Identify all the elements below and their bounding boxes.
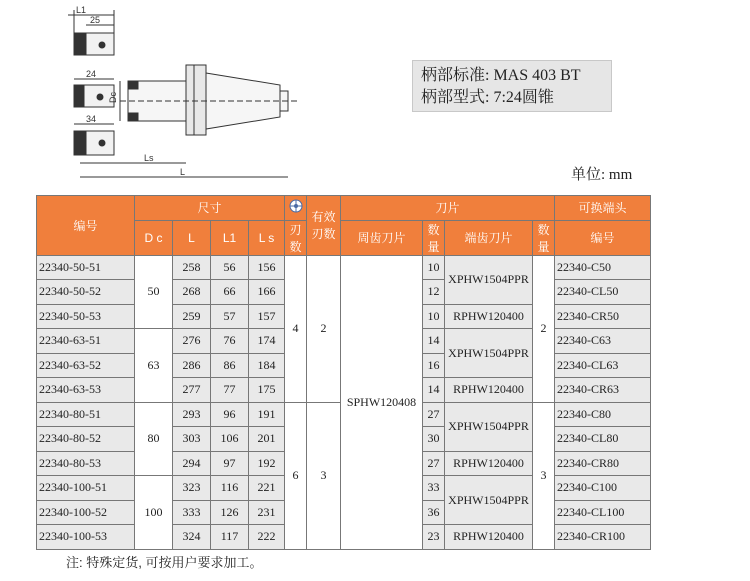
cell-code: 22340-100-51 (37, 476, 135, 501)
header-end-insert: 端齿刀片 (445, 220, 533, 255)
cell-ls: 166 (249, 280, 285, 305)
dim-25: 25 (90, 15, 101, 25)
cell-qty1: 10 (423, 304, 445, 329)
cell-l: 294 (173, 451, 211, 476)
cell-dc: 63 (135, 329, 173, 403)
cell-l: 277 (173, 378, 211, 403)
header-blade-icon-cell (285, 196, 307, 221)
cell-dc: 50 (135, 255, 173, 329)
cell-code: 22340-80-53 (37, 451, 135, 476)
cell-l1: 77 (211, 378, 249, 403)
cell-replace-code: 22340-CL63 (555, 353, 651, 378)
cell-replace-code: 22340-CL100 (555, 500, 651, 525)
cell-l1: 106 (211, 427, 249, 452)
cell-code: 22340-63-52 (37, 353, 135, 378)
cell-replace-code: 22340-C80 (555, 402, 651, 427)
cell-end-insert: RPHW120400 (445, 525, 533, 550)
dim-ls: Ls (144, 153, 154, 163)
cell-l1: 117 (211, 525, 249, 550)
cell-l: 259 (173, 304, 211, 329)
cell-l1: 97 (211, 451, 249, 476)
header-eff-blades: 有效刃数 (307, 196, 341, 256)
header-code: 编号 (37, 196, 135, 256)
tool-holder-drawing (60, 5, 360, 190)
cell-eff-blades: 2 (307, 255, 341, 402)
cell-l1: 116 (211, 476, 249, 501)
cell-dc: 100 (135, 476, 173, 550)
cell-ls: 175 (249, 378, 285, 403)
cell-ls: 201 (249, 427, 285, 452)
dim-l: L (180, 167, 186, 177)
header-l: L (173, 220, 211, 255)
cell-qty1: 12 (423, 280, 445, 305)
cell-l: 276 (173, 329, 211, 354)
cell-replace-code: 22340-CR100 (555, 525, 651, 550)
cell-l1: 57 (211, 304, 249, 329)
shank-spec-box (412, 60, 612, 112)
cell-code: 22340-50-52 (37, 280, 135, 305)
shank-type: 柄部型式: 7:24圆锥 (421, 89, 554, 106)
cell-l: 268 (173, 280, 211, 305)
cell-blades: 6 (285, 402, 307, 549)
dim-dc: Dc (108, 92, 118, 103)
cell-replace-code: 22340-C50 (555, 255, 651, 280)
header-size: 尺寸 (135, 196, 285, 221)
cell-qty1: 33 (423, 476, 445, 501)
cell-ls: 222 (249, 525, 285, 550)
dim-l1: L1 (76, 5, 87, 15)
cell-qty1: 14 (423, 329, 445, 354)
dim-24: 24 (86, 69, 97, 79)
cell-qty2: 3 (533, 402, 555, 549)
cell-code: 22340-100-52 (37, 500, 135, 525)
header-l1: L1 (211, 220, 249, 255)
cell-qty2: 2 (533, 255, 555, 402)
table-row (37, 255, 651, 280)
cell-l1: 66 (211, 280, 249, 305)
unit-label: 单位: mm (571, 167, 633, 183)
cell-l1: 86 (211, 353, 249, 378)
cell-ls: 156 (249, 255, 285, 280)
header-replace-code: 编号 (555, 220, 651, 255)
header-replace-head: 可换端头 (555, 196, 651, 221)
cell-l: 303 (173, 427, 211, 452)
cell-code: 22340-50-51 (37, 255, 135, 280)
cell-l1: 126 (211, 500, 249, 525)
cell-ls: 184 (249, 353, 285, 378)
cell-end-insert: XPHW1504PPR (445, 255, 533, 304)
cell-ls: 192 (249, 451, 285, 476)
cell-qty1: 27 (423, 402, 445, 427)
spec-table (36, 195, 651, 550)
cell-qty1: 14 (423, 378, 445, 403)
cell-replace-code: 22340-CL50 (555, 280, 651, 305)
header-qty2: 数量 (533, 220, 555, 255)
header-dc: D c (135, 220, 173, 255)
cell-end-insert: XPHW1504PPR (445, 476, 533, 525)
cell-replace-code: 22340-CL80 (555, 427, 651, 452)
header-peri-insert: 周齿刀片 (341, 220, 423, 255)
blade-icon (289, 199, 303, 213)
cell-eff-blades: 3 (307, 402, 341, 549)
cell-replace-code: 22340-CR63 (555, 378, 651, 403)
cell-code: 22340-63-53 (37, 378, 135, 403)
header-ls: L s (249, 220, 285, 255)
cell-l1: 56 (211, 255, 249, 280)
cell-replace-code: 22340-CR50 (555, 304, 651, 329)
cell-qty1: 36 (423, 500, 445, 525)
cell-l: 323 (173, 476, 211, 501)
cell-peri-insert: SPHW120408 (341, 255, 423, 549)
cell-end-insert: RPHW120400 (445, 451, 533, 476)
cell-replace-code: 22340-CR80 (555, 451, 651, 476)
cell-ls: 191 (249, 402, 285, 427)
cell-l1: 96 (211, 402, 249, 427)
header-insert: 刀片 (341, 196, 555, 221)
cell-end-insert: XPHW1504PPR (445, 402, 533, 451)
header-blades: 刃数 (285, 220, 307, 255)
footnote: 注: 特殊定货, 可按用户要求加工。 (66, 555, 263, 570)
cell-end-insert: XPHW1504PPR (445, 329, 533, 378)
cell-code: 22340-50-53 (37, 304, 135, 329)
cell-ls: 174 (249, 329, 285, 354)
cell-ls: 157 (249, 304, 285, 329)
cell-qty1: 23 (423, 525, 445, 550)
cell-code: 22340-80-51 (37, 402, 135, 427)
cell-l: 258 (173, 255, 211, 280)
header-qty1: 数量 (423, 220, 445, 255)
cell-l1: 76 (211, 329, 249, 354)
cell-replace-code: 22340-C63 (555, 329, 651, 354)
cell-l: 293 (173, 402, 211, 427)
cell-code: 22340-100-53 (37, 525, 135, 550)
cell-end-insert: RPHW120400 (445, 378, 533, 403)
cell-qty1: 16 (423, 353, 445, 378)
cell-code: 22340-80-52 (37, 427, 135, 452)
dim-34: 34 (86, 114, 97, 124)
cell-ls: 221 (249, 476, 285, 501)
cell-replace-code: 22340-C100 (555, 476, 651, 501)
cell-qty1: 30 (423, 427, 445, 452)
cell-blades: 4 (285, 255, 307, 402)
cell-qty1: 27 (423, 451, 445, 476)
cell-l: 333 (173, 500, 211, 525)
cell-end-insert: RPHW120400 (445, 304, 533, 329)
cell-l: 324 (173, 525, 211, 550)
cell-ls: 231 (249, 500, 285, 525)
shank-standard: 柄部标准: MAS 403 BT (421, 67, 581, 84)
cell-code: 22340-63-51 (37, 329, 135, 354)
cell-qty1: 10 (423, 255, 445, 280)
cell-dc: 80 (135, 402, 173, 476)
cell-l: 286 (173, 353, 211, 378)
